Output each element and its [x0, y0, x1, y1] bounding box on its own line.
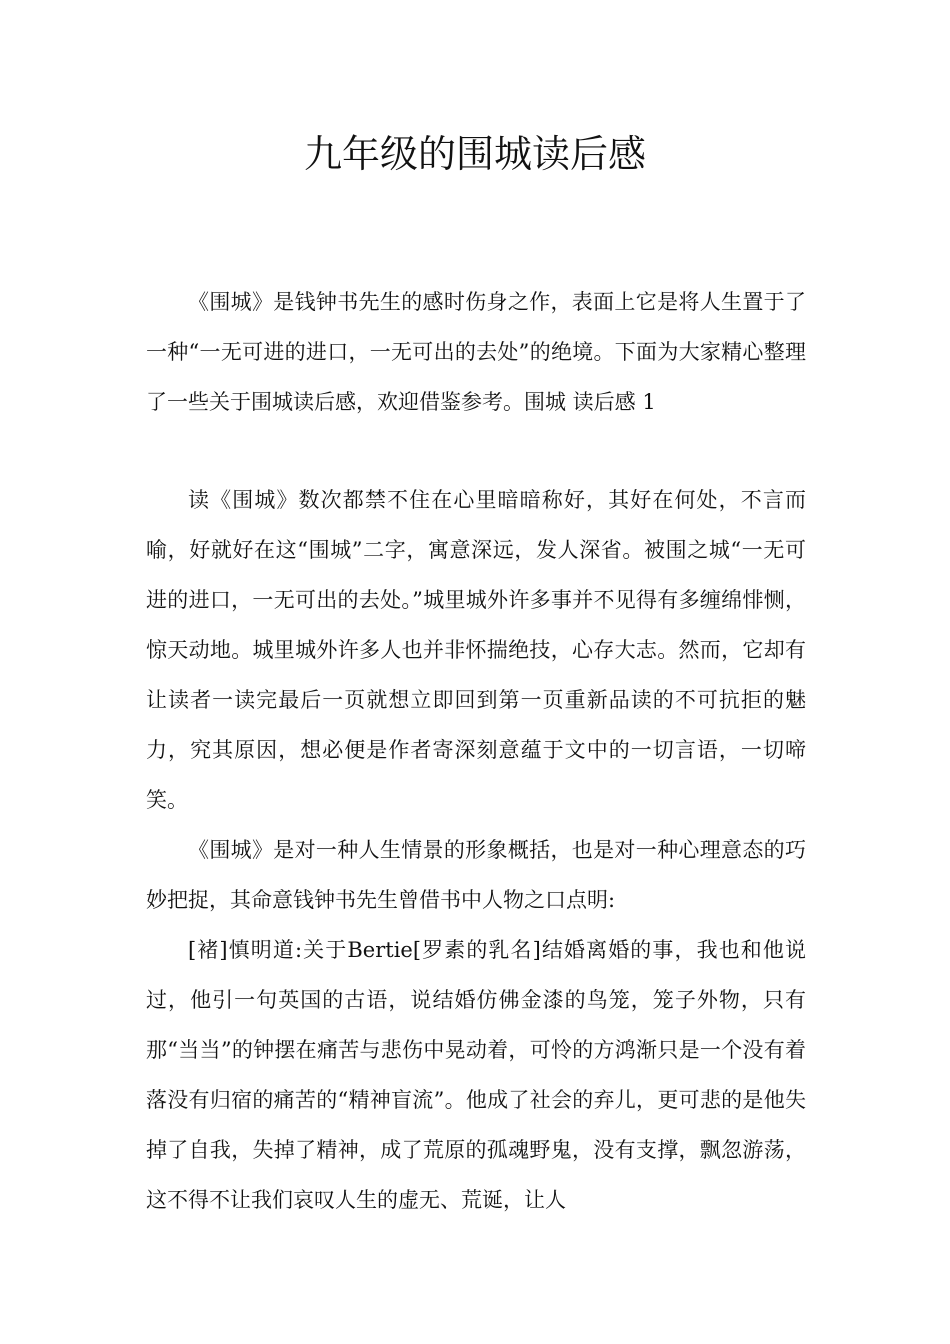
intro-paragraph: 《围城》是钱钟书先生的感时伤身之作，表面上它是将人生置于了一种“一无可进的进口，一无可出的去处”的绝境。下面为大家精心整理了一些关于围城读后感，欢迎借鉴参考。围城 读后感 1: [146, 290, 806, 414]
document-title: 九年级的围城读后感: [303, 132, 646, 176]
body-paragraph-3: [褚]慎明道:关于Bertie[罗素的乳名]结婚离婚的事，我也和他说过，他引一句英国的古语，说结婚仿佛金漆的鸟笼，笼子外物，只有那“当当”的钟摆在痛苦与悲伤中晃动着，可怜的方鸿渐只是一个没有着落没有归宿的痛苦的“精神盲流”。他成了社会的弃儿，更可悲的是他失掉了自我，失掉了精神，成了荒原的孤魂野鬼，没有支撑，飘忽游荡，这不得不让我们哀叹人生的虚无、荒诞，让人: [146, 938, 806, 1212]
main-section: [146, 475, 806, 1225]
body-paragraph-1: 读《围城》数次都禁不住在心里暗暗称好，其好在何处，不言而喻，好就好在这“围城”二字，寓意深远，发人深省。被围之城“一无可进的进口，一无可出的去处。”城里城外许多事并不见得有多缠绵悱恻，惊天动地。城里城外许多人也并非怀揣绝技，心存大志。然而，它却有让读者一读完最后一页就想立即回到第一页重新品读的不可抗拒的魅力，究其原因，想必便是作者寄深刻意蕴于文中的一切言语，一切啼笑。: [146, 488, 806, 812]
intro-section: [146, 277, 806, 427]
body-paragraph-2: 《围城》是对一种人生情景的形象概括，也是对一种心理意态的巧妙把捉，其命意钱钟书先生曾借书中人物之口点明:: [146, 838, 806, 912]
